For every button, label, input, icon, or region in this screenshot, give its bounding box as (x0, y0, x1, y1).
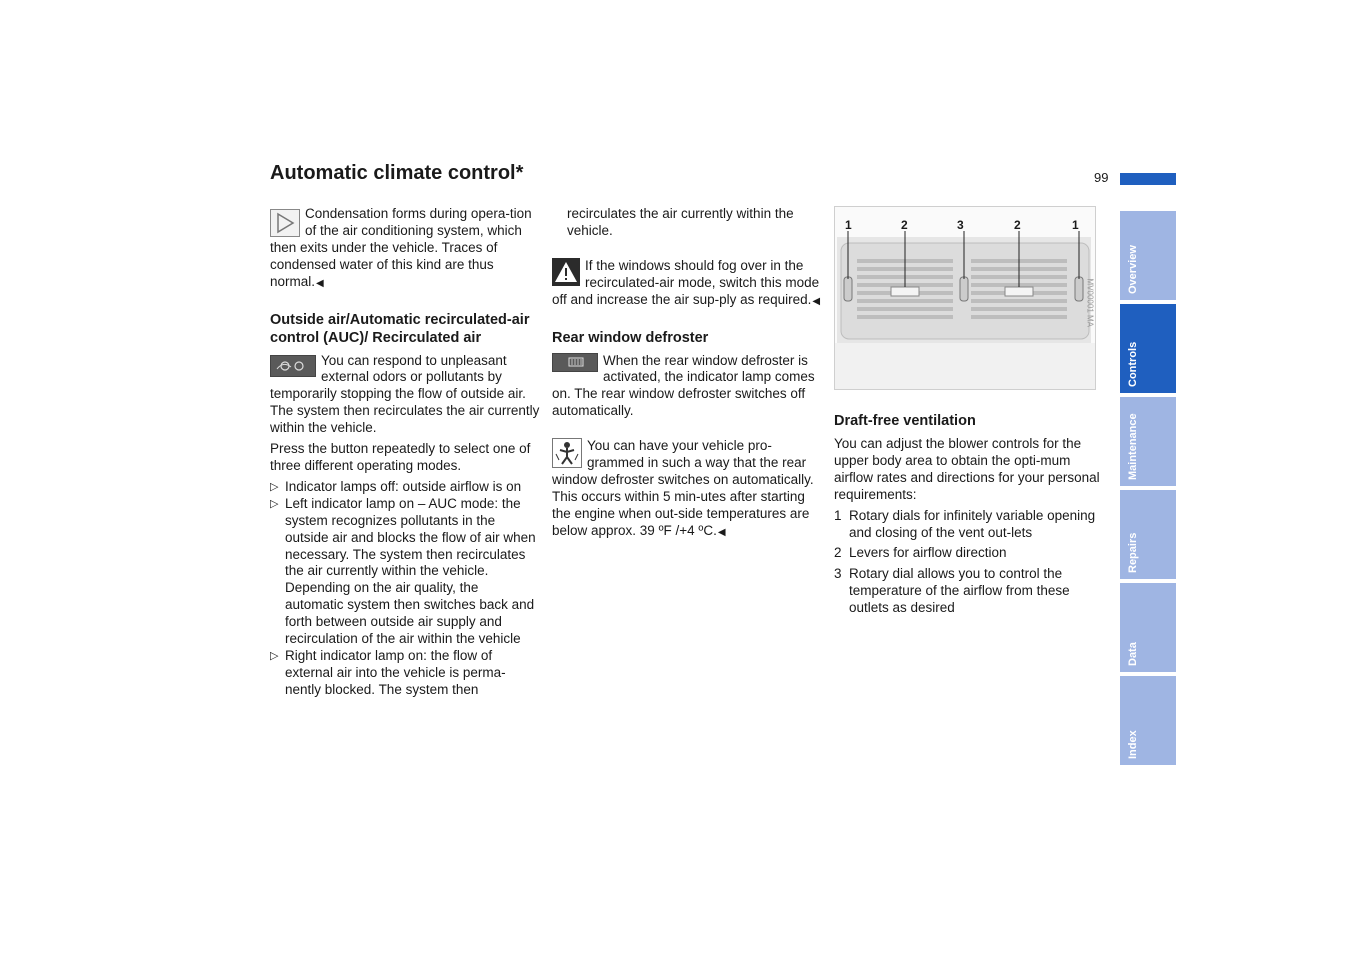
list-item: 3 Rotary dial allows you to control the temperature of the airflow from these outlets as desired (834, 566, 1070, 616)
figure-code: MV00001 MA (1085, 278, 1094, 327)
list-item: 2 Levers for airflow direction (834, 545, 1007, 561)
list-item: 1 Rotary dials for infinitely variable opening and closing of the vent out-lets (834, 507, 1096, 540)
column-3 (834, 206, 1104, 621)
tab-data[interactable] (1120, 583, 1176, 672)
service-person-icon (552, 438, 582, 468)
note-text: Condensation forms during opera-tion of the air conditioning system, which then exits under the vehicle. Traces of condensed water of this kind are thus normal. (270, 206, 532, 289)
warning-triangle-icon (552, 258, 580, 286)
warning-text: If the windows should fog over in the recirculated-air mode, switch this mode off and increase the air sup-ply as required. (552, 257, 820, 307)
figure-callout-3: 3 (957, 218, 964, 232)
continued-text: recirculates the air currently within the vehicle. (567, 206, 794, 238)
list-item: ▷ Left indicator lamp on – AUC mode: the system recognizes pollutants in the outside air and blocks the flow of air when necessary. The system then recirculates the air currently within the vehicle. Depending on the air quality, the automatic system then switches back and forth between outside air supply and recirculation of the air within the vehicle (270, 495, 536, 647)
end-mark-icon: ◀ (812, 295, 821, 307)
auc-para-2: Press the button repeatedly to select one of three different operating modes. (270, 441, 531, 473)
defroster-para (552, 353, 822, 421)
draft-free-intro: You can adjust the blower controls for the upper body area to obtain the opti-mum airflow rates and directions for your personal requirements: (834, 436, 1100, 502)
bullet-arrow-icon: ▷ (270, 649, 279, 662)
air-vent-drawing (835, 207, 1095, 389)
tab-label: Overview (1127, 245, 1139, 294)
tab-controls[interactable] (1120, 304, 1176, 393)
tab-overview[interactable] (1120, 211, 1176, 300)
tab-label: Index (1127, 730, 1139, 759)
page-number-bar (1120, 173, 1176, 185)
auc-heading: Outside air/Automatic recirculated-air control (AUC)/ Recirculated air (270, 311, 530, 346)
page-title: Automatic climate control* (270, 162, 524, 184)
bullet-arrow-icon: ▷ (270, 497, 279, 510)
tab-label: Maintenance (1127, 413, 1139, 480)
auc-para-1-text: You can respond to unpleasant external odors or pollutants by temporarily stopping the flow of outside air. The system then recirculates the air currently within the vehicle. (270, 352, 540, 436)
bullet-arrow-icon: ▷ (270, 480, 279, 493)
tab-label: Data (1127, 642, 1139, 666)
column-2 (552, 206, 822, 546)
note-arrow-icon (270, 209, 300, 237)
rear-defroster-icon (552, 353, 598, 372)
list-item: ▷ Right indicator lamp on: the flow of external air into the vehicle is perma-nently blocked. The system then (270, 647, 506, 697)
operating-modes-list (270, 479, 540, 699)
figure-callout-1: 1 (1072, 218, 1079, 232)
tab-label: Controls (1127, 341, 1139, 387)
vent-controls-list (834, 508, 1104, 617)
tab-label: Repairs (1127, 532, 1139, 573)
end-mark-icon: ◀ (316, 277, 324, 289)
programming-text: You can have your vehicle pro-grammed in such a way that the rear window defroster switches on automatically. This occurs within 5 min-utes after starting the engine when out-side temperatures are below approx. 39 ºF /+4 ºC. (552, 438, 814, 538)
tab-maintenance[interactable] (1120, 397, 1176, 486)
column-1 (270, 206, 540, 699)
draft-free-heading: Draft-free ventilation (834, 413, 976, 429)
vent-illustration (834, 206, 1096, 390)
list-item: ▷ Indicator lamps off: outside airflow is on (270, 478, 522, 494)
programming-para (552, 438, 822, 541)
condensation-note (270, 206, 540, 293)
auc-para-1 (270, 353, 540, 438)
page-number: 99 (1094, 170, 1109, 185)
figure-callout-2: 2 (1014, 218, 1021, 232)
figure-callout-2: 2 (901, 218, 908, 232)
end-mark-icon: ◀ (717, 526, 726, 538)
fog-warning (552, 258, 822, 311)
defroster-text: When the rear window defroster is activated, the indicator lamp comes on. The rear window defroster switches off automatically. (552, 352, 815, 419)
rear-defroster-heading: Rear window defroster (552, 329, 709, 346)
figure-callout-1: 1 (845, 218, 852, 232)
section-tabs (1120, 211, 1176, 769)
tab-index[interactable] (1120, 676, 1176, 765)
auc-button-icon (270, 355, 316, 377)
tab-repairs[interactable] (1120, 490, 1176, 579)
